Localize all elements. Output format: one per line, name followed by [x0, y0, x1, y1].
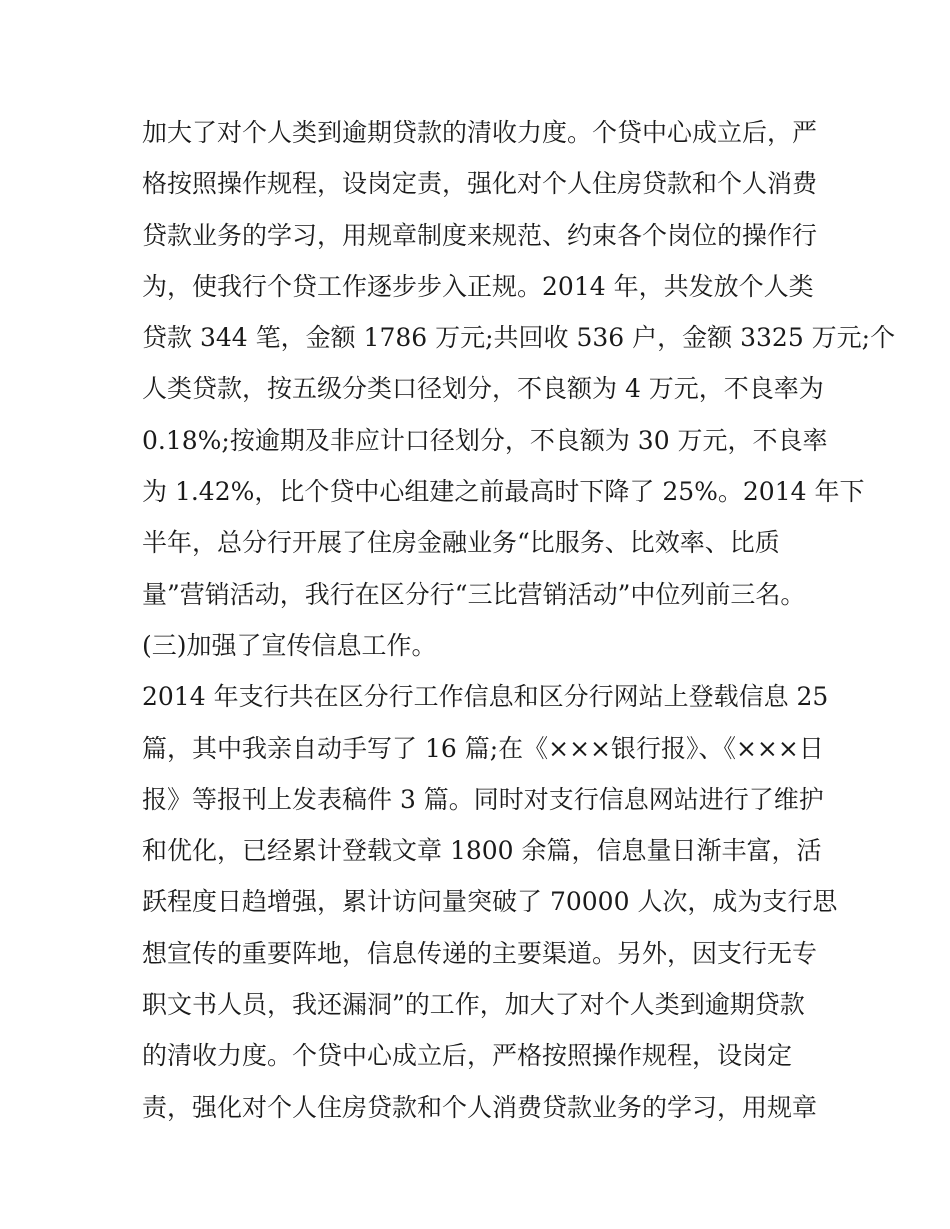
text-line-12: 2014 年支行共在区分行工作信息和区分行网站上登载信息 25	[142, 682, 829, 712]
text-line-5: 贷款 344 笔，金额 1786 万元;共回收 536 户，金额 3325 万元;个	[142, 323, 896, 353]
text-line-14: 报》等报刊上发表稿件 3 篇。同时对支行信息网站进行了维护	[142, 784, 824, 814]
text-line-10: 量”营销活动，我行在区分行“三比营销活动”中位列前三名。	[142, 579, 806, 609]
text-line-20: 责，强化对个人住房贷款和个人消费贷款业务的学习，用规章	[142, 1092, 818, 1122]
text-line-8: 为 1.42%，比个贷中心组建之前最高时下降了 25%。2014 年下	[142, 477, 865, 507]
text-line-18: 职文书人员，我还漏洞”的工作，加大了对个人类到逾期贷款	[142, 990, 805, 1020]
text-line-1: 加大了对个人类到逾期贷款的清收力度。个贷中心成立后，严	[142, 118, 818, 147]
text-line-19: 的清收力度。个贷中心成立后，严格按照操作规程，设岗定	[142, 1041, 793, 1071]
text-line-4: 为，使我行个贷工作逐步步入正规。2014 年，共发放个人类	[142, 271, 814, 301]
section-heading: (三)加强了宣传信息工作。	[142, 630, 437, 660]
text-line-13: 篇，其中我亲自动手写了 16 篇;在《×××银行报》、《×××日	[142, 733, 824, 763]
text-line-6: 人类贷款，按五级分类口径划分，不良额为 4 万元，不良率为	[142, 374, 824, 404]
document-body	[142, 107, 896, 1133]
text-line-2: 格按照操作规程，设岗定责，强化对个人住房贷款和个人消费	[142, 169, 818, 199]
text-line-3: 贷款业务的学习，用规章制度来规范、约束各个岗位的操作行	[142, 220, 818, 250]
text-line-7: 0.18%;按逾期及非应计口径划分，不良额为 30 万元，不良率	[142, 425, 828, 455]
text-line-9: 半年，总分行开展了住房金融业务“比服务、比效率、比质	[142, 528, 780, 558]
text-line-16: 跃程度日趋增强，累计访问量突破了 70000 人次，成为支行思	[142, 887, 838, 917]
text-line-15: 和优化，已经累计登载文章 1800 余篇，信息量日渐丰富，活	[142, 836, 822, 866]
text-line-17: 想宣传的重要阵地，信息传递的主要渠道。另外，因支行无专	[142, 938, 818, 968]
